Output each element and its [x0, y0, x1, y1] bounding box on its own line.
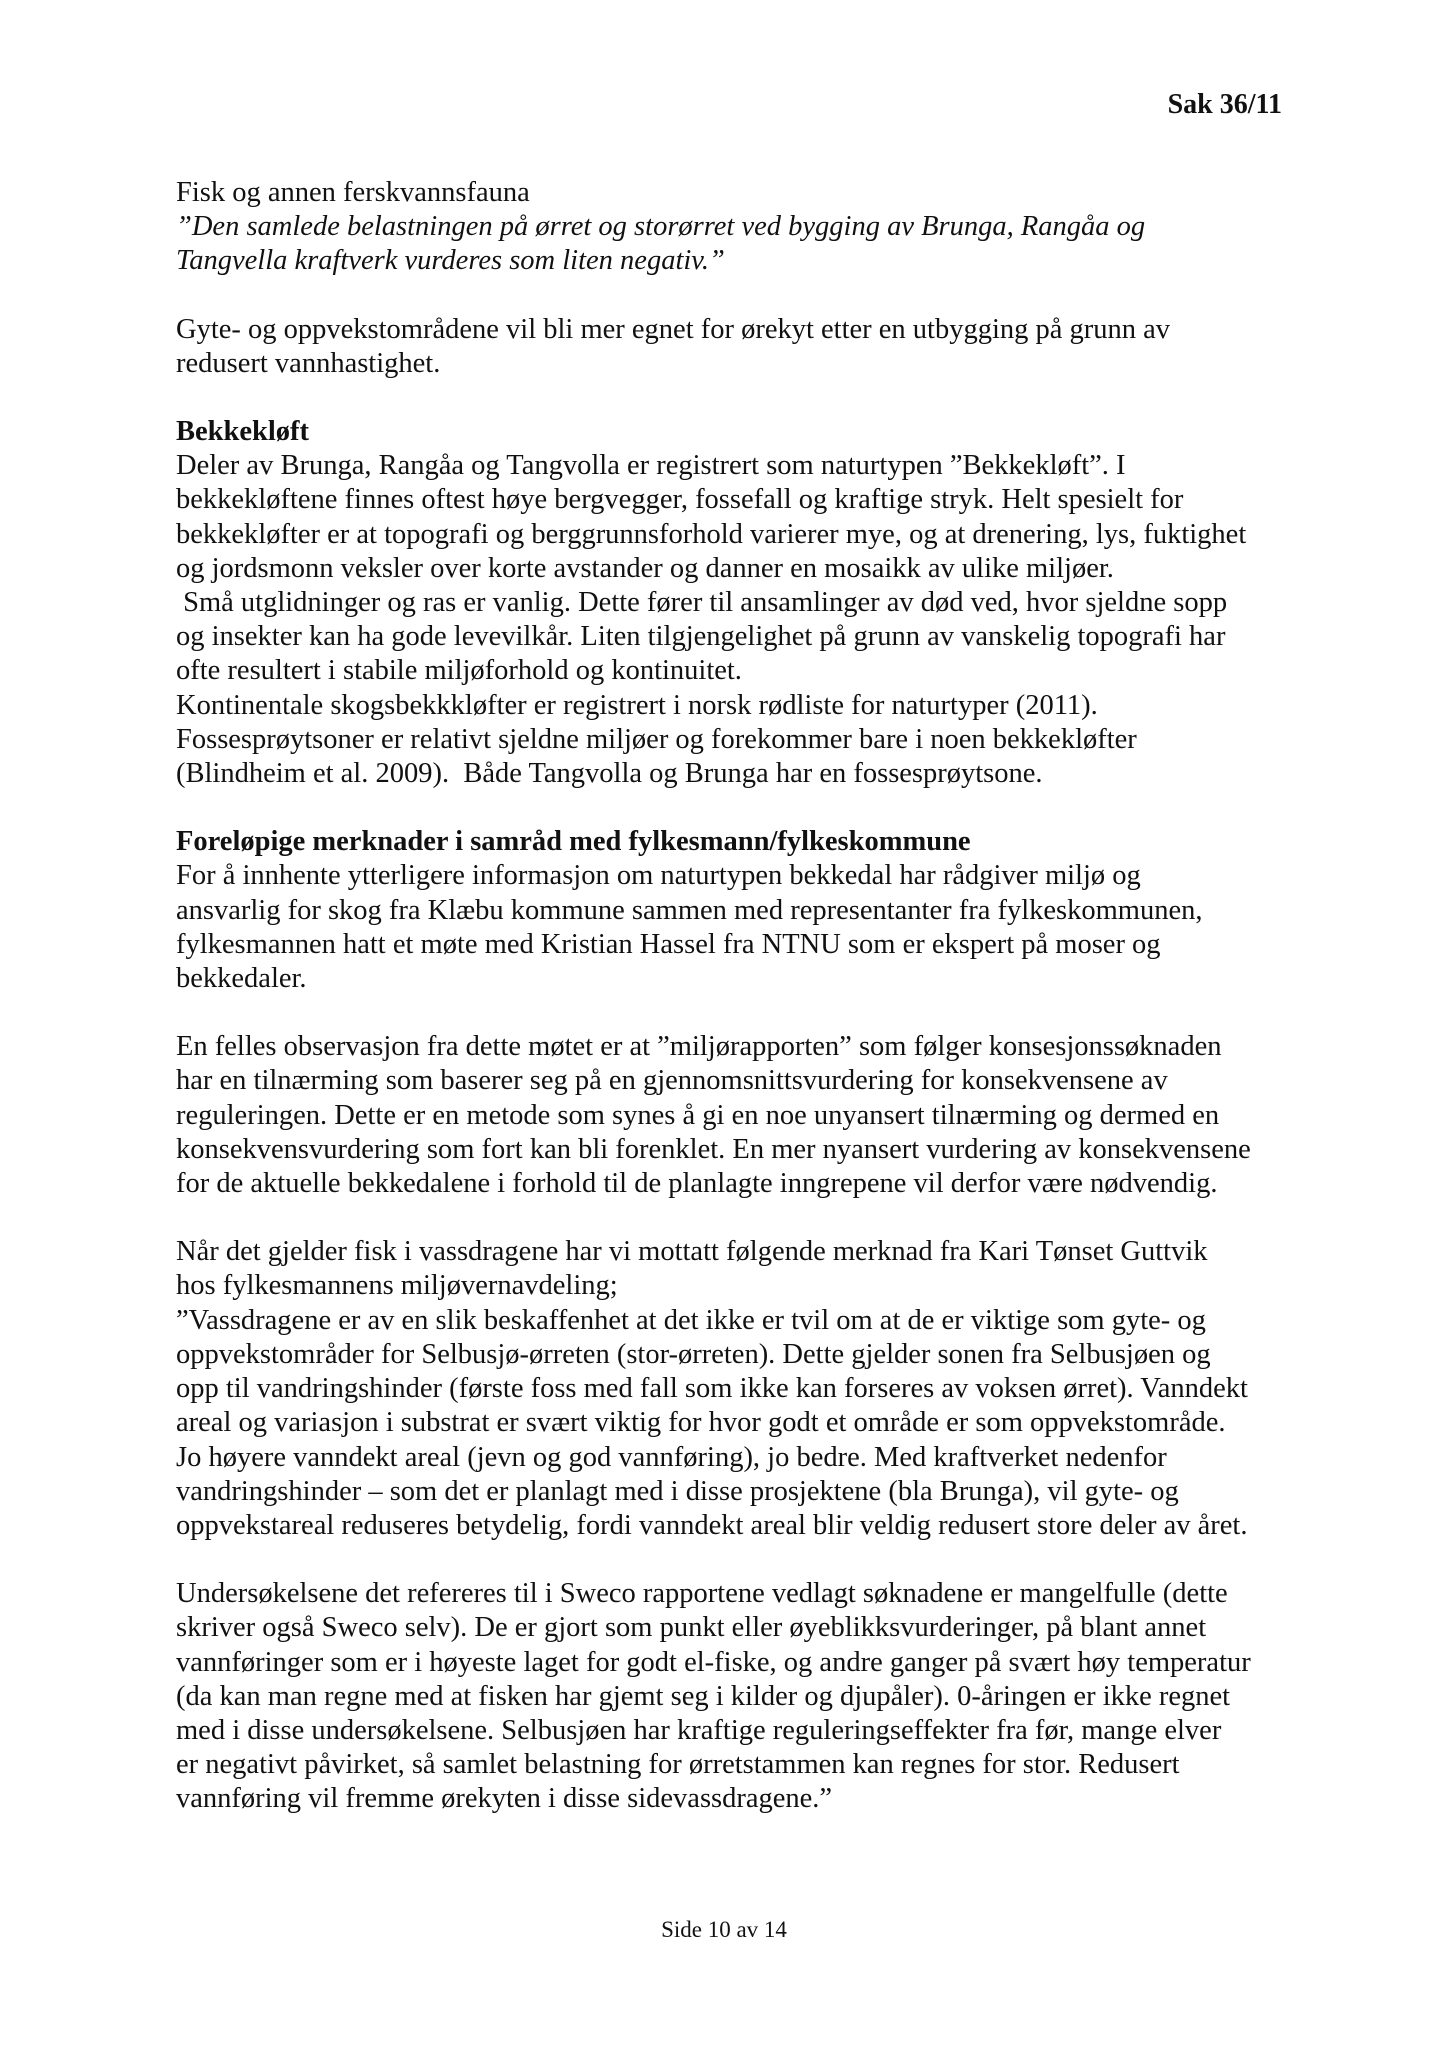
paragraph-line: Undersøkelsene det refereres til i Sweco rapportene vedlagt søknadene er mangelfulle (dette [176, 1578, 1228, 1610]
paragraph-line: redusert vannhastighet. [176, 347, 441, 379]
paragraph-gap [176, 279, 1306, 313]
paragraph-line: (da kan man regne med at fisken har gjemt seg i kilder og djupåler). 0-åringen er ikke regnet [176, 1680, 1231, 1712]
paragraph-gap [176, 1201, 1306, 1235]
paragraph-line: ofte resultert i stabile miljøforhold og kontinuitet. [176, 655, 742, 687]
paragraph-line: Gyte- og oppvekstområdene vil bli mer egnet for ørekyt etter en utbygging på grunn av [176, 313, 1171, 345]
paragraph-line: reguleringen. Dette er en metode som synes å gi en noe unyansert tilnærming og dermed en [176, 1099, 1220, 1131]
case-number: Sak 36/11 [1167, 89, 1282, 120]
quote-line: Tangvella kraftverk vurderes som liten negativ.” [176, 245, 725, 277]
paragraph-line: bekkekløfter er at topografi og berggrunnsforhold varierer mye, og at drenering, lys, fuktighet [176, 518, 1247, 550]
paragraph-line: for de aktuelle bekkedalene i forhold til de planlagte inngrepene vil derfor være nødvendig. [176, 1168, 1218, 1200]
document-body [176, 176, 1306, 1817]
paragraph-line: opp til vandringshinder (første foss med fall som ikke kan forseres av voksen ørret). Vanndekt [176, 1373, 1248, 1405]
section-heading-fish: Fisk og annen ferskvannsfauna [176, 177, 530, 208]
paragraph-line: skriver også Sweco selv). De er gjort som punkt eller øyeblikksvurderinger, på blant annet [176, 1612, 1207, 1644]
paragraph-line: Deler av Brunga, Rangåa og Tangvolla er registrert som naturtypen ”Bekkekløft”. I [176, 450, 1126, 482]
paragraph-line: har en tilnærming som baserer seg på en gjennomsnittsvurdering for konsekvensene av [176, 1065, 1168, 1097]
paragraph-line: ”Vassdragene er av en slik beskaffenhet at det ikke er tvil om at de er viktige som gyte- og [176, 1304, 1206, 1336]
paragraph-line: med i disse undersøkelsene. Selbusjøen har kraftige reguleringseffekter fra før, mange elver [176, 1714, 1222, 1746]
paragraph-line: vannføringer som er i høyeste laget for godt el-fiske, og andre ganger på svært høy temperatur [176, 1646, 1251, 1678]
paragraph-line: er negativt påvirket, så samlet belastning for ørretstammen kan regnes for stor. Redusert [176, 1749, 1180, 1781]
paragraph-line: og insekter kan ha gode levevilkår. Liten tilgjengelighet på grunn av vanskelig topografi har [176, 621, 1226, 653]
paragraph-gap [176, 381, 1306, 415]
paragraph-gap [176, 791, 1306, 825]
paragraph-line: Når det gjelder fisk i vassdragene har vi mottatt følgende merknad fra Kari Tønset Guttvik [176, 1236, 1208, 1268]
paragraph-line: For å innhente ytterligere informasjon om naturtypen bekkedal har rådgiver miljø og [176, 860, 1141, 892]
paragraph-line: oppvekstområder for Selbusjø-ørreten (stor-ørreten). Dette gjelder sonen fra Selbusjøen og [176, 1338, 1211, 1370]
paragraph-line: (Blindheim et al. 2009). Både Tangvolla og Brunga har en fossesprøytsone. [176, 758, 1043, 790]
paragraph-line: og jordsmonn veksler over korte avstander og danner en mosaikk av ulike miljøer. [176, 552, 1114, 584]
paragraph-line: En felles observasjon fra dette møtet er at ”miljørapporten” som følger konsesjonssøknaden [176, 1031, 1222, 1063]
paragraph-line: Kontinentale skogsbekkkløfter er registrert i norsk rødliste for naturtyper (2011). [176, 689, 1098, 721]
paragraph-line: Små utglidninger og ras er vanlig. Dette fører til ansamlinger av død ved, hvor sjeldne sopp [176, 587, 1228, 619]
paragraph-line: vandringshinder – som det er planlagt med i disse prosjektene (bla Brunga), vil gyte- og [176, 1475, 1179, 1507]
quote-line: ”Den samlede belastningen på ørret og storørret ved bygging av Brunga, Rangåa og [176, 211, 1146, 243]
paragraph-gap [176, 1543, 1306, 1577]
section-heading-bekkekloft: Bekkekløft [176, 416, 310, 448]
paragraph-line: Fossesprøytsoner er relativt sjeldne miljøer og forekommer bare i noen bekkekløfter [176, 723, 1137, 755]
paragraph-line: bekkedaler. [176, 963, 307, 995]
paragraph-line: areal og variasjon i substrat er svært viktig for hvor godt et område er som oppvekstområde. [176, 1407, 1226, 1439]
paragraph-line: fylkesmannen hatt et møte med Kristian Hassel fra NTNU som er ekspert på moser og [176, 928, 1161, 960]
paragraph-line: konsekvensvurdering som fort kan bli forenklet. En mer nyansert vurdering av konsekvensene [176, 1133, 1251, 1165]
paragraph-line: hos fylkesmannens miljøvernavdeling; [176, 1270, 618, 1302]
section-heading-merknader: Foreløpige merknader i samråd med fylkesmann/fylkeskommune [176, 826, 971, 858]
page-number-footer: Side 10 av 14 [661, 1917, 787, 1942]
paragraph-gap [176, 996, 1306, 1030]
paragraph-line: Jo høyere vanndekt areal (jevn og god vannføring), jo bedre. Med kraftverket nedenfor [176, 1441, 1167, 1473]
paragraph-line: vannføring vil fremme ørekyten i disse sidevassdragene.” [176, 1783, 833, 1815]
paragraph-line: oppvekstareal reduseres betydelig, fordi vanndekt areal blir veldig redusert store deler av året. [176, 1509, 1248, 1541]
paragraph-line: ansvarlig for skog fra Klæbu kommune sammen med representanter fra fylkeskommunen, [176, 894, 1203, 926]
paragraph-line: bekkekløftene finnes oftest høye bergvegger, fossefall og kraftige stryk. Helt spesielt for [176, 484, 1184, 516]
